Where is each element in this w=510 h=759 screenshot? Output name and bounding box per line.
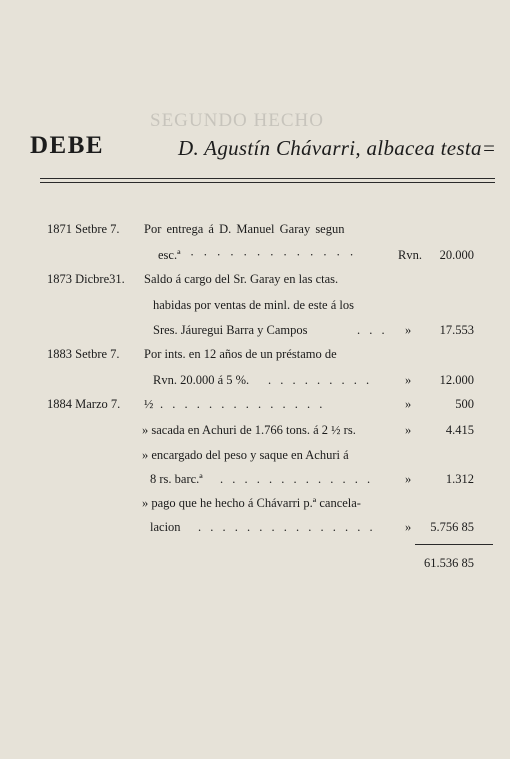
entry-amount: 500	[455, 397, 474, 411]
entry-text: Por entrega á D. Manuel Garay segun	[144, 222, 345, 236]
entry-date: 1871 Setbre 7.	[47, 222, 120, 236]
ledger-heading	[30, 132, 500, 172]
entry-text: esc.ª	[158, 248, 181, 262]
heading-rule-thin	[40, 182, 495, 183]
entry-text: Rvn. 20.000 á 5 %.	[153, 373, 250, 387]
entry-text: Sres. Jáuregui Barra y Campos	[153, 323, 308, 337]
entry-currency: »	[405, 323, 412, 337]
entry-text: 8 rs. barc.ª	[150, 472, 203, 486]
entry-currency: »	[405, 373, 412, 387]
leader-dots: . . . . . . . . . . . . .	[220, 472, 374, 486]
entry-amount: 20.000	[439, 248, 474, 262]
account-title: D. Agustín Chávarri, albacea testa=	[178, 136, 497, 160]
leader-dots: . . . . . . . . .	[268, 373, 373, 387]
leader-dots: . . .	[357, 323, 388, 337]
leader-dots: · · · · · · · · · · · · ·	[190, 248, 357, 262]
entry-date: 1883 Setbre 7.	[47, 347, 120, 361]
entry-currency: »	[405, 472, 412, 486]
entry-amount: 5.756 85	[430, 520, 474, 534]
leader-dots: . . . . . . . . . . . . . .	[160, 397, 326, 411]
entry-text: lacion	[150, 520, 181, 534]
entry-amount: 4.415	[445, 423, 474, 437]
entry-currency: »	[405, 520, 412, 534]
entry-date: 1873 Dicbre31.	[47, 272, 125, 286]
entry-amount: 12.000	[439, 373, 474, 387]
total-rule	[415, 544, 493, 545]
entry-amount: 1.312	[445, 472, 474, 486]
entry-text: » sacada en Achuri de 1.766 tons. á 2 ½ rs.	[142, 423, 356, 437]
entry-text: » pago que he hecho á Chávarri p.ª cancela-	[142, 496, 361, 510]
entry-currency: »	[405, 397, 412, 411]
entry-text: » encargado del peso y saque en Achuri á	[142, 448, 349, 462]
entry-text: ½	[144, 397, 154, 411]
total-amount: 61.536 85	[424, 556, 474, 570]
entry-currency: »	[405, 423, 412, 437]
entry-text: habidas por ventas de minl. de este á los	[153, 298, 354, 312]
entry-text: Saldo á cargo del Sr. Garay en las ctas.	[144, 272, 339, 286]
entry-currency: Rvn.	[398, 248, 422, 262]
entry-text: Por ints. en 12 años de un préstamo de	[144, 347, 337, 361]
heading-rule-thick	[40, 178, 495, 179]
bleed-through-heading: SEGUNDO HECHO	[150, 110, 324, 131]
entry-amount: 17.553	[439, 323, 474, 337]
debe-label: DEBE	[30, 132, 105, 159]
entry-date: 1884 Marzo 7.	[47, 397, 121, 411]
leader-dots: . . . . . . . . . . . . . . .	[198, 520, 376, 534]
